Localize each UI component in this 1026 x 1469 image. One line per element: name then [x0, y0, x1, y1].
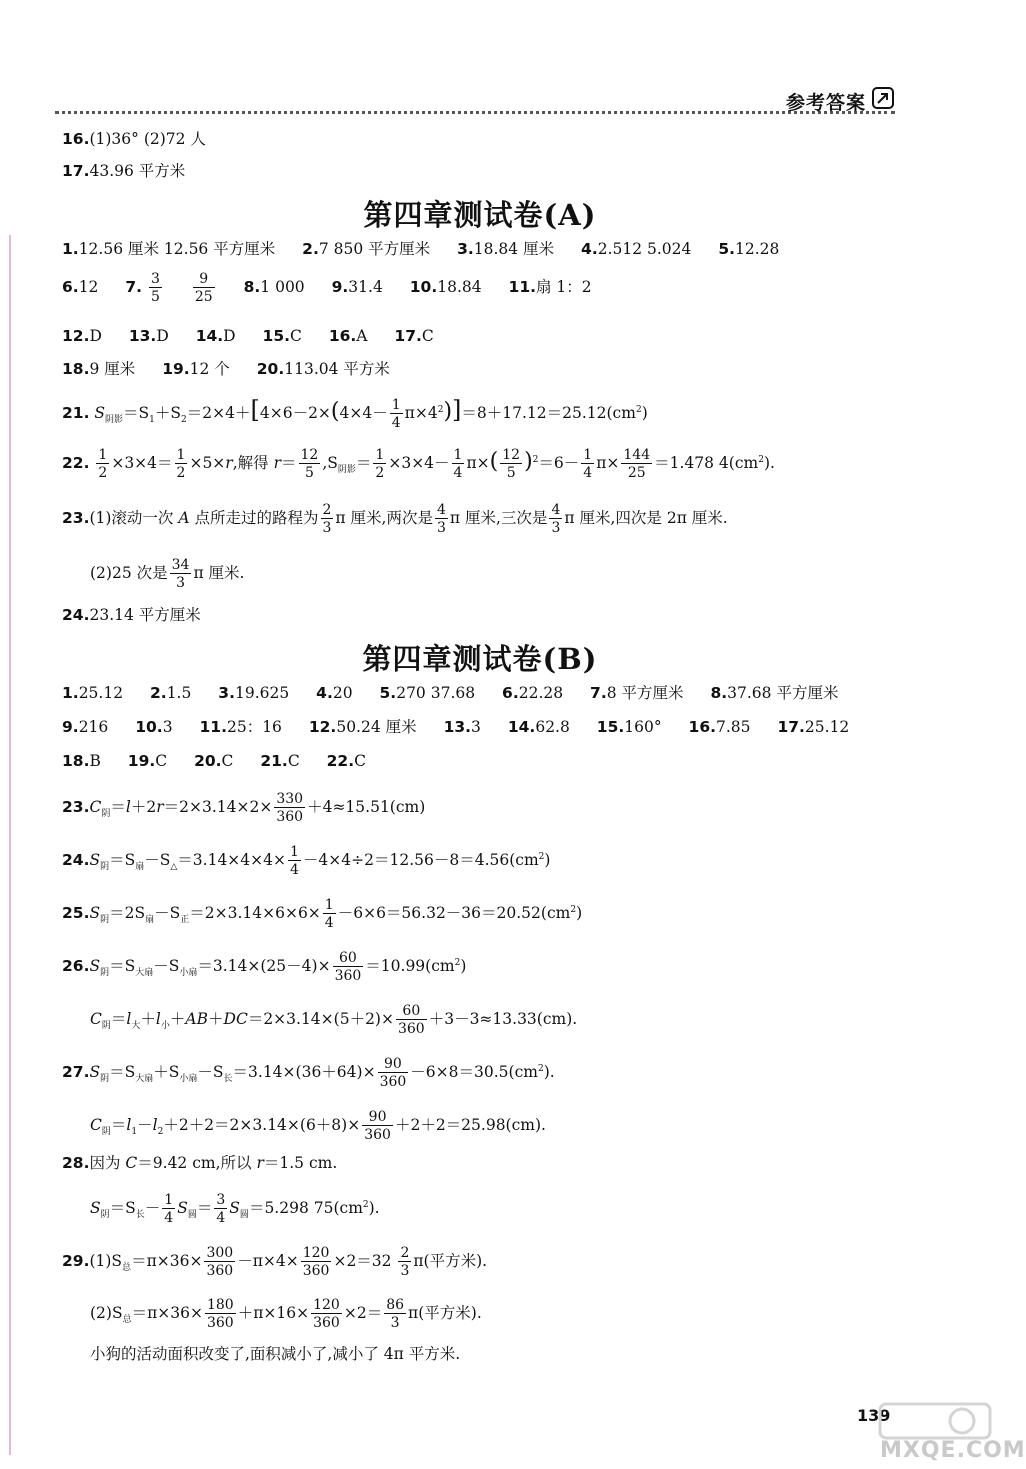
section-a-line1: 1.12.56 厘米 12.56 平方厘米 2.7 850 平方厘米 3.18.84 厘米 4.2.512 5.024 5.12.28 — [62, 240, 780, 258]
section-a-title: 第四章测试卷(A) — [363, 198, 597, 232]
section-b-line3: 18.B 19.C 20.C 21.C 22.C — [62, 752, 366, 770]
answer-16: 16.(1)36° (2)72 人 — [62, 130, 206, 148]
answer-b27-part2: $C_阴=l_1-l_2+2+2=2\times 3.14\times(6+8)\times$ $\frac{90}{360}$ ＋2＋2＝25.98(cm). — [90, 1109, 546, 1143]
section-b-line2: 9.216 10.3 11.25：16 12.50.24 厘米 13.3 14.62.8 15.160° 16.7.85 17.25.12 — [62, 718, 850, 736]
section-a-line2: 6.12 7. $\frac{3}{5}$ $\frac{9}{25}$ 8.1 000 9.31.4 10.18.84 11.扇 1：2 — [62, 271, 592, 305]
section-b-line1: 1.25.12 2.1.5 3.19.625 4.20 5.270 37.68 6.22.28 7.8 平方厘米 8.37.68 平方厘米 — [62, 684, 839, 702]
section-a-line4: 18.9 厘米 19.12 个 20.113.04 平方米 — [62, 360, 390, 378]
answer-b26: $26.S_阴=S_{大扇}-S_{小扇}=3.14\times(25-4)\times$ $\frac{60}{360}$ $=10.99(cm^2)$ — [62, 950, 467, 984]
page-number: 139 — [857, 1406, 891, 1425]
answer-b23: $23.C_阴=l+2r=2\times 3.14\times 2\times$ $\frac{330}{360}$ ＋4≈15.51(cm) — [62, 791, 426, 825]
header-rule — [55, 111, 895, 114]
header-title: 参考答案 — [786, 92, 867, 114]
answer-b28: 28.因为 C＝9.42 cm,所以 r＝1.5 cm. — [62, 1154, 338, 1172]
answer-a23-part2: (2)25 次是 $\frac{34}{3}$ π 厘米. — [90, 557, 245, 591]
answer-a21: 21. $S_{阴影}=S_1+S_2=2\times 4+[4\times 6-2\times(4\times 4-$ $\frac{1}{4}$ $\pi\times 4^2)]=8+17.12=25.12(cm^2)$ — [62, 396, 648, 431]
answer-b24: $24.S_阴=S_扇-S_\triangle=3.14\times 4\times 4\times$ $\frac{1}{4}$ $-4\times 4\div 2=12.56-8=4.56(cm^2)$ — [62, 844, 551, 878]
answer-b29: $29.(1)S_总=\pi\times 36\times$ $\frac{300}{360}$ －π×4× $\frac{120}{360}$ ×2＝32 $\frac{2}{3}$ π(平方米). — [62, 1245, 488, 1279]
margin-line — [9, 235, 11, 1455]
section-a-line3: 12.D 13.D 14.D 15.C 16.A 17.C — [62, 327, 434, 345]
answer-a23: 23.(1)滚动一次 A 点所走过的路程为 $\frac{2}{3}$ π 厘米,两次是 $\frac{4}{3}$ π 厘米,三次是 $\frac{4}{3}$ π 厘米,四次是 2π 厘米. — [62, 502, 728, 536]
answer-b28-part2: $S_阴=S_长-$ $\frac{1}{4}$ $S_圆=$ $\frac{3}{4}$ $S_圆=5.298$ $75(cm^2)$. — [90, 1192, 380, 1226]
answer-a24: 24.23.14 平方厘米 — [62, 606, 201, 624]
answer-b25: $25.S_阴=2S_扇-S_正=2\times 3.14\times 6\times 6\times$ $\frac{1}{4}$ $-6\times 6=56.32-36=20.52(cm^2)$ — [62, 897, 583, 931]
watermark-text: MXQE.COM — [880, 1438, 1026, 1463]
answer-b29-conclusion: 小狗的活动面积改变了,面积减小了,减小了 4π 平方米. — [90, 1345, 461, 1363]
section-b-title: 第四章测试卷(B) — [362, 642, 598, 676]
arrow-icon — [872, 87, 894, 109]
answer-b26-part2: $C_阴=l_大+l_小+AB+DC=2\times 3.14\times(5+2)\times$ $\frac{60}{360}$ ＋3－3≈13.33(cm). — [90, 1003, 578, 1037]
answer-b27: $27.S_阴=S_{大扇}+S_{小扇}-S_长=3.14\times(36+64)\times$ $\frac{90}{360}$ $-6\times 8=30.5(cm^2)$. — [62, 1056, 555, 1090]
answer-17: 17.43.96 平方米 — [62, 162, 186, 180]
answer-b29-part2: $(2)S_总=\pi\times 36\times$ $\frac{180}{360}$ ＋π×16× $\frac{120}{360}$ ×2＝ $\frac{86}{3}$ π(平方米). — [90, 1297, 482, 1331]
answer-a22: 22. $\frac{1}{2}$ ×3×4＝ $\frac{1}{2}$ ×5×r,解得 r＝ $\frac{12}{5}$ $,S_{阴影}=$ $\frac{1}{2}$ ×3×4－ $\frac{1}{4}$ π×( $\frac{12}{5}$ )$^2$＝6－ $\frac{1}{4}$ π× $\frac{144}{25}$ ＝1.478 $4(cm^2)$. — [62, 447, 775, 481]
